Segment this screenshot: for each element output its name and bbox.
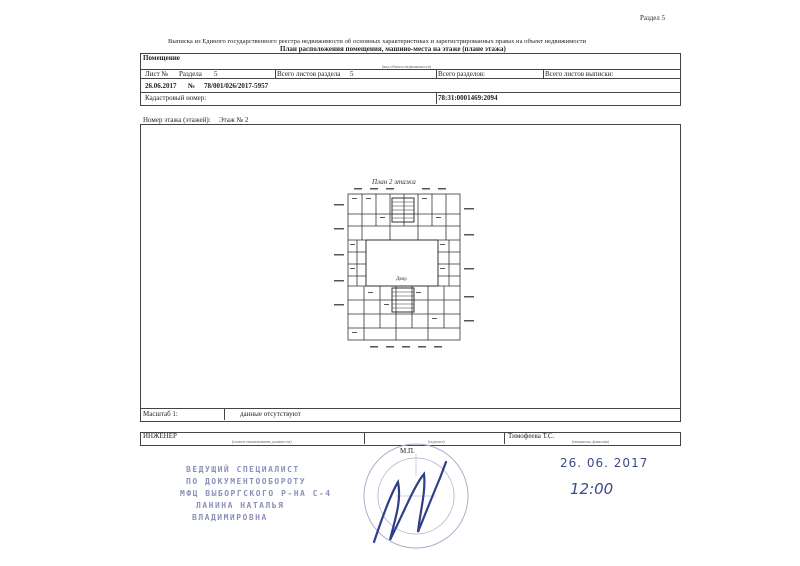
object-type: Помещение — [143, 54, 180, 62]
total-section-label: Всего листов раздела — [277, 70, 341, 78]
signer-name: Тимофеева Т.С. — [508, 432, 555, 440]
floor-value: Этаж № 2 — [219, 116, 249, 124]
sheet-section-value: 5 — [214, 70, 218, 78]
floor-plan-drawing — [330, 184, 480, 354]
header-table — [140, 53, 681, 106]
stamp-line-3: МФЦ ВЫБОРГСКОГО Р-НА С-4 — [180, 489, 332, 498]
number-label: № — [188, 82, 196, 90]
cadastral-label: Кадастровый номер: — [145, 94, 207, 102]
sheet-label: Лист № — [145, 70, 169, 78]
extract-number: 78/001/026/2017-5957 — [204, 82, 269, 90]
signer-position: ИНЖЕНЕР — [143, 432, 177, 440]
doc-title: План расположения помещения, машино-места на этаже (плане этажа) — [280, 45, 506, 53]
stamp-line-2: ПО ДОКУМЕНТООБОРОТУ — [186, 477, 307, 486]
scale-label: Масштаб 1: — [143, 410, 178, 418]
extract-date: 26.06.2017 — [145, 82, 177, 90]
header-line: Выписка из Единого государственного реестра недвижимости об основных характеристиках и зарегистрированных правах на объект недвижимости — [168, 38, 587, 45]
position-caption: (полное наименование должности) — [232, 439, 292, 444]
total-extract-label: Всего листов выписки: — [545, 70, 614, 78]
object-type-caption: (вид объекта недвижимости) — [382, 64, 432, 69]
stamp-line-5: ВЛАДИМИРОВНА — [192, 513, 268, 522]
signature-scribble — [364, 452, 454, 548]
total-sections-label: Всего разделов: — [438, 70, 486, 78]
scale-value: данные отсутствуют — [240, 410, 301, 418]
plan-title: План 2 этажа — [372, 178, 416, 186]
name-caption: (инициалы, фамилия) — [572, 439, 609, 444]
floor-label: Номер этажа (этажей): — [143, 116, 211, 124]
stamp-line-1: ВЕДУЩИЙ СПЕЦИАЛИСТ — [186, 465, 300, 474]
total-section-value: 5 — [350, 70, 354, 78]
cadastral-number: 78:31:0001469:2094 — [438, 94, 498, 102]
handwritten-date: 26. 06. 2017 — [560, 456, 649, 470]
signature-caption: (подпись) — [428, 439, 445, 444]
sheet-section-label: Раздела — [179, 70, 202, 78]
mp-label: М.П. — [400, 447, 415, 455]
plan-center-label: Двор — [396, 277, 407, 282]
section-label: Раздел 5 — [640, 14, 666, 22]
handwritten-time: 12:00 — [570, 480, 614, 498]
stamp-line-4: ЛАНИНА НАТАЛЬЯ — [196, 501, 285, 510]
